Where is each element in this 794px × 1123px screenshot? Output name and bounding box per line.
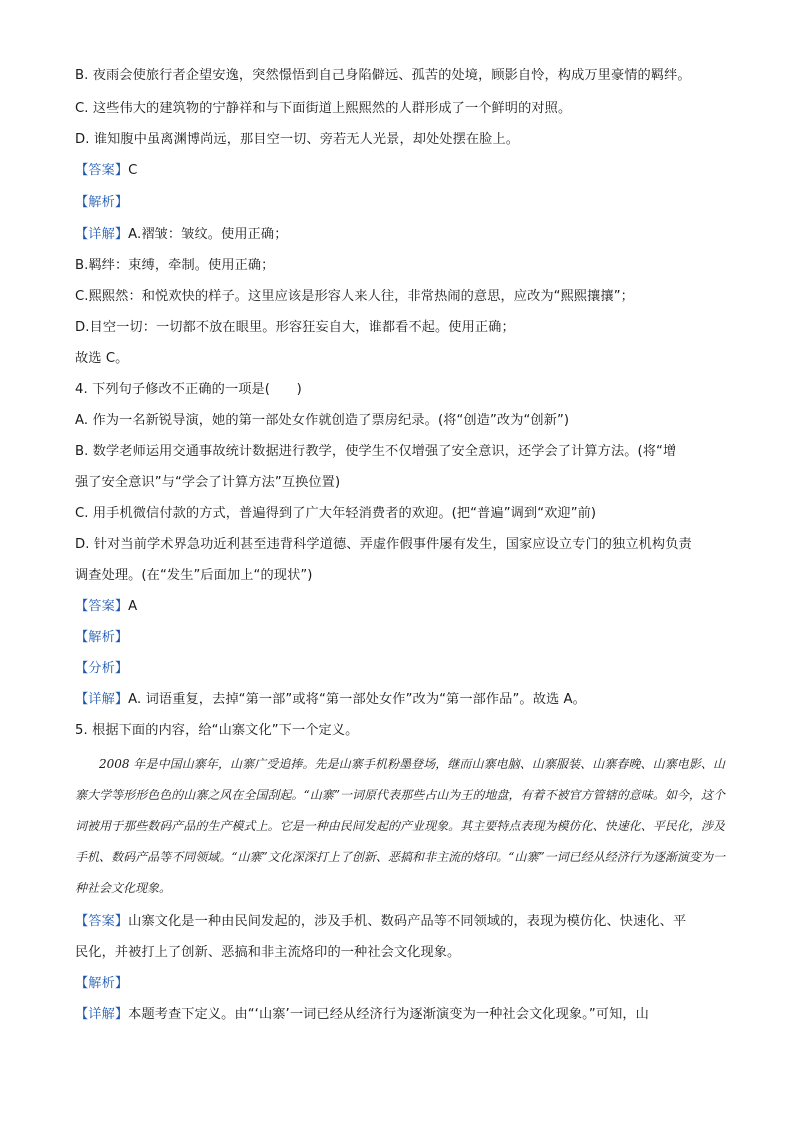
- q5-detail: [75, 1005, 725, 1025]
- q3-detail-c: C.熙熙然：和悦欢快的样子。这里应该是形容人来人往，非常热闹的意思，应改为“熙熙攘攘”；: [75, 289, 634, 304]
- detail-tag: 【详解】: [75, 692, 129, 707]
- detail-text: A. 词语重复，去掉“第一部”或将“第一部处女作”改为“第一部作品”。故选 A。: [128, 692, 586, 707]
- answer-tag: 【答案】: [75, 914, 129, 929]
- q5-answer-line2: 民化，并被打上了创新、恶搞和非主流烙印的一种社会文化现象。: [75, 945, 461, 960]
- q4-fenxi: [75, 659, 725, 679]
- q3-option-d: D. 谁知腹中虽离渊博尚远，那目空一切、旁若无人光景，却处处摆在脸上。: [75, 132, 520, 147]
- q4-answer: [75, 597, 725, 617]
- analysis-tag: 【解析】: [75, 630, 129, 645]
- q4-option-b-line2: 强了安全意识”与“学会了计算方法”互换位置): [75, 475, 341, 490]
- q5-analysis: [75, 974, 725, 994]
- analysis-tag: 【解析】: [75, 195, 129, 210]
- answer-text: 山寨文化是一种由民间发起的，涉及手机、数码产品等不同领域的，表现为模仿化、快速化、平: [128, 914, 687, 929]
- answer-value: C: [128, 163, 138, 178]
- detail-text: A.褶皱：皱纹。使用正确；: [128, 227, 288, 242]
- q4-option-c: C. 用手机微信付款的方式，普遍得到了广大年轻消费者的欢迎。(把“普遍”调到“欢迎”前): [75, 506, 597, 521]
- q5-answer-line1: [75, 912, 725, 932]
- detail-text: 本题考查下定义。由“‘山寨’一词已经从经济行为逐渐演变为一种社会文化现象。”可知，山: [128, 1007, 649, 1022]
- q4-option-d-line2: 调查处理。(在“发生”后面加上“的现状”): [75, 568, 313, 583]
- q4-option-d-line1: D. 针对当前学术界急功近利甚至违背科学道德、弄虚作假事件屡有发生，国家应设立专门的独立机构负责: [75, 537, 692, 552]
- q3-analysis: [75, 193, 725, 213]
- detail-tag: 【详解】: [75, 227, 129, 242]
- q4-stem: 4. 下列句子修改不正确的一项是( ): [75, 382, 302, 397]
- detail-tag: 【详解】: [75, 1007, 129, 1022]
- answer-tag: 【答案】: [75, 599, 129, 614]
- analysis-tag: 【解析】: [75, 976, 129, 991]
- q3-detail-a: [75, 225, 725, 245]
- q4-option-b-line1: B. 数学老师运用交通事故统计数据进行教学，使学生不仅增强了安全意识，还学会了计算方法。(将“增: [75, 444, 677, 459]
- q3-detail-d: D.目空一切：一切都不放在眼里。形容狂妄自大，谁都看不起。使用正确；: [75, 320, 515, 335]
- q5-passage: [75, 749, 725, 904]
- q3-detail-b: B.羁绊：束缚，牵制。使用正确；: [75, 258, 275, 273]
- q4-analysis: [75, 628, 725, 648]
- q3-conclusion: 故选 C。: [75, 351, 129, 366]
- answer-value: A: [128, 599, 138, 614]
- answer-tag: 【答案】: [75, 163, 129, 178]
- q3-answer: [75, 161, 725, 181]
- passage-text: 2008 年是中国山寨年，山寨广受追捧。先是山寨手机粉墨登场，继而山寨电脑、山寨服装、山寨春晚、山寨电影、山寨大学等形形色色的山寨之风在全国刮起。“山寨”一词原代表那些占山为王的地盘，有着不被官方管辖的意味。如今，这个词被用于那些数码产品的生产模式上。它是一种由民间发起的产业现象。其主要特点表现为模仿化、快速化、平民化，涉及手机、数码产品等不同领域。“山寨”文化深深打上了创新、恶搞和非主流的烙印。“山寨”一词已经从经济行为逐渐演变为一种社会文化现象。: [75, 757, 725, 895]
- q4-detail: [75, 690, 725, 710]
- q3-option-c: C. 这些伟大的建筑物的宁静祥和与下面街道上熙熙然的人群形成了一个鲜明的对照。: [75, 101, 572, 116]
- q4-option-a: A. 作为一名新锐导演，她的第一部处女作就创造了票房纪录。(将“创造”改为“创新”): [75, 413, 570, 428]
- q5-stem: 5. 根据下面的内容，给“山寨文化”下一个定义。: [75, 723, 359, 738]
- q3-option-b: B. 夜雨会使旅行者企望安逸，突然憬悟到自己身陷僻远、孤苦的处境，顾影自怜，构成万里豪情的羁绊。: [75, 68, 691, 83]
- fenxi-tag: 【分析】: [75, 661, 129, 676]
